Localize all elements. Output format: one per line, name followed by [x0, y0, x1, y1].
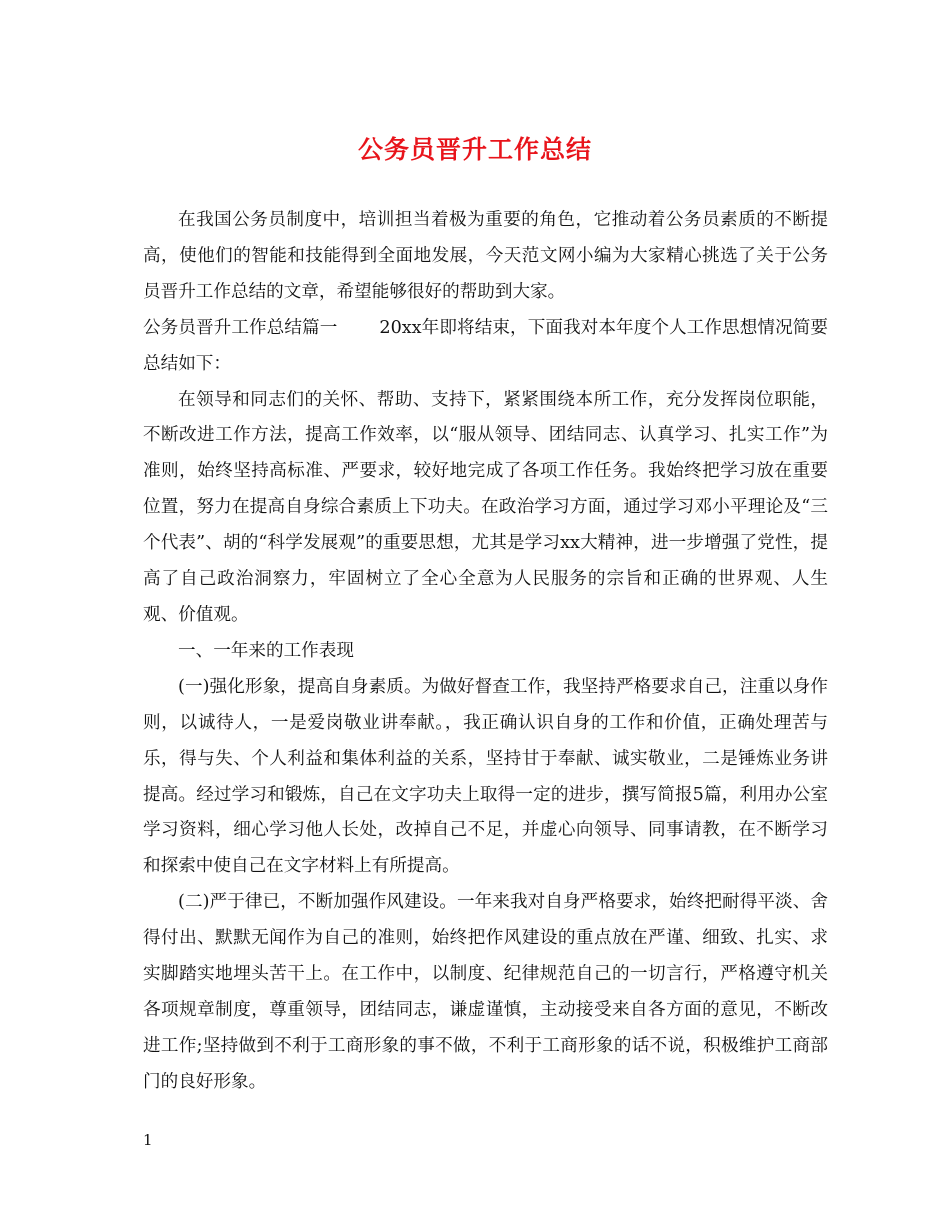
section-opening: [143, 311, 828, 383]
paragraph-2: (一)强化形象，提高自身素质。为做好督查工作，我坚持严格要求自己，注重以身作则，以诚待人，一是爱岗敬业讲奉献。，我正确认识自身的工作和价值，正确处理苦与乐，得与失、个人利益和集体利益的关系，坚持甘于奉献、诚实敬业，二是锤炼业务讲提高。经过学习和锻炼，自己在文字功夫上取得一定的进步，撰写简报5篇，利用办公室学习资料，细心学习他人长处，改掉自己不足，并虚心向领导、同事请教，在不断学习和探索中使自己在文字材料上有所提高。: [143, 676, 828, 877]
paragraph-1: 在领导和同志们的关怀、帮助、支持下，紧紧围绕本所工作，充分发挥岗位职能，不断改进工作方法，提高工作效率，以“服从领导、团结同志、认真学习、扎实工作”为准则，始终坚持高标准、严要求，较好地完成了各项工作任务。我始终把学习放在重要位置，努力在提高自身综合素质上下功夫。在政治学习方面，通过学习邓小平理论及“三个代表”、胡的“科学发展观”的重要思想，尤其是学习xx大精神，进一步增强了党性，提高了自己政治洞察力，牢固树立了全心全意为人民服务的宗旨和正确的世界观、人生观、价值观。: [143, 389, 828, 625]
heading-work-performance: 一、一年来的工作表现: [178, 640, 354, 661]
page-number: 1: [143, 1131, 153, 1149]
document-title: 公务员晋升工作总结: [357, 135, 592, 164]
paragraph-3: (二)严于律已，不断加强作风建设。一年来我对自身严格要求，始终把耐得平淡、舍得付出、默默无闻作为自己的准则，始终把作风建设的重点放在严谨、细致、扎实、求实脚踏实地埋头苦干上。在工作中，以制度、纪律规范自己的一切言行，严格遵守机关各项规章制度，尊重领导，团结同志，谦虚谨慎，主动接受来自各方面的意见，不断改进工作;坚持做到不利于工商形象的事不做，不利于工商形象的话不说，积极维护工商部门的良好形象。: [143, 892, 828, 1092]
intro-paragraph: 在我国公务员制度中，培训担当着极为重要的角色，它推动着公务员素质的不断提高，使他们的智能和技能得到全面地发展，今天范文网小编为大家精心挑选了关于公务员晋升工作总结的文章，希望能够很好的帮助到大家。: [143, 210, 828, 302]
section-lead: 20xx年即将结束，下面我对本年度个人工作思想情况简要总结如下：: [143, 317, 828, 374]
section-label: 公务员晋升工作总结篇一: [143, 317, 338, 338]
document-body: [143, 203, 828, 1101]
